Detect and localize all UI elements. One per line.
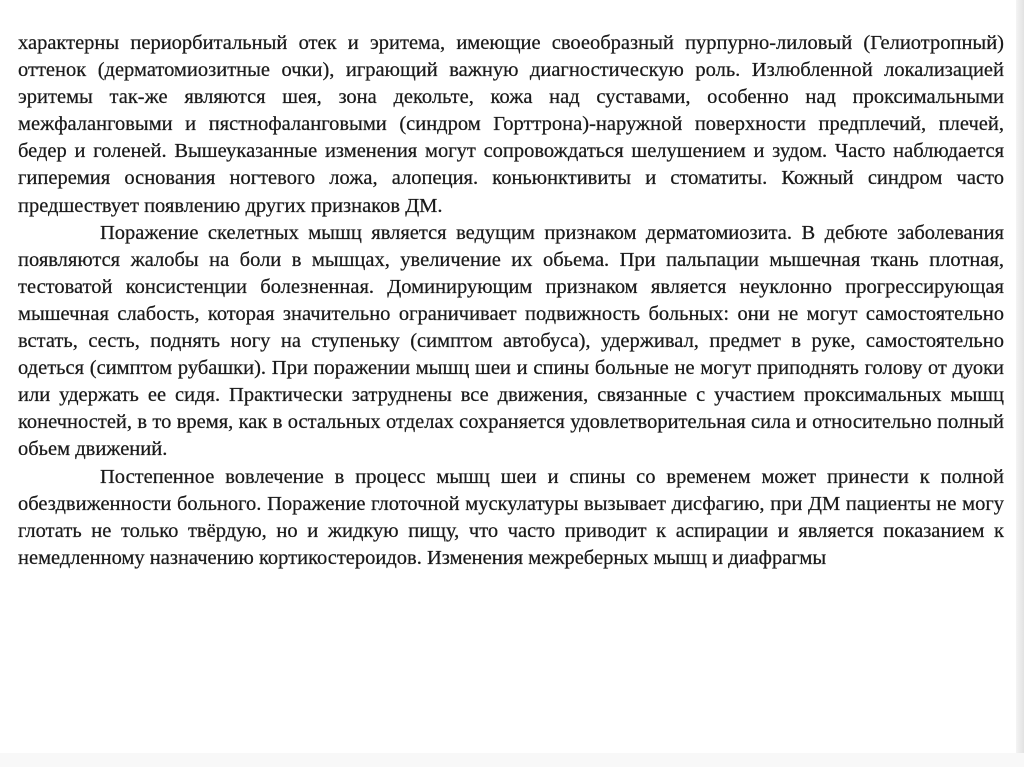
slide-bottom-strip — [0, 753, 1024, 767]
paragraph-skeletal-muscles: Поражение скелетных мышц является ведущим признаком дерматомиозита. В дебюте заболевания появляются жалобы на боли в мышцах, увеличение их обьема. При пальпации мышечная ткань плотная, тестоватой консистенции болезненная. Доминирующим признаком является неуклонно прогрессирующая мышечная слабость, которая значительно ограничивает подвижность больных: они не могут самостоятельно встать, сесть, поднять ногу на ступеньку (симптом автобуса), удерживал, предмет в руке, самостоятельно одеться (симптом рубашки). При поражении мышц шеи и спины больные не могут приподнять голову от дуоки или удержать ее сидя. Практически затруднены все движения, связанные с участием проксимальных мышц конечностей, в то время, как в остальных отделах сохраняется удовлетворительная сила и относительно полный обьем движений. — [18, 221, 1004, 461]
paragraph-skin-syndrome: характерны периорбитальный отек и эритема, имеющие своеобразный пурпурно-лиловый (Гелиотропный) оттенок (дерматомиозитные очки), играющий важную диагностическую роль. Излюбленной локализацией эритемы так-же являются шея, зона декольте, кожа над суставами, особенно над проксимальными межфаланговыми и пястнофаланговыми (синдром Горттрона)-наружной поверхности предплечий, плечей, бедер и голеней. Вышеуказанные изменения могут сопровождаться шелушением и зудом. Часто наблюдается гиперемия основания ногтевого ложа, алопеция. коньюнктивиты и стоматиты. Кожный синдром часто предшествует появлению других признаков ДМ. — [18, 32, 1004, 217]
paragraph-neck-spine-involvement: Постепенное вовлечение в процесс мышц шеи и спины со временем может принести к полной обездвиженности больного. Поражение глоточной мускулатуры вызывает дисфагию, при ДМ пациенты не могу глотать не только твёрдую, но и жидкую пищу, что часто приводит к аспирации и является показанием к немедленному назначению кортикостероидов. Изменения межреберных мышц и диафрагмы — [18, 465, 1004, 569]
document-text-body — [18, 30, 1004, 572]
slide-right-edge-shadow — [1016, 0, 1024, 767]
